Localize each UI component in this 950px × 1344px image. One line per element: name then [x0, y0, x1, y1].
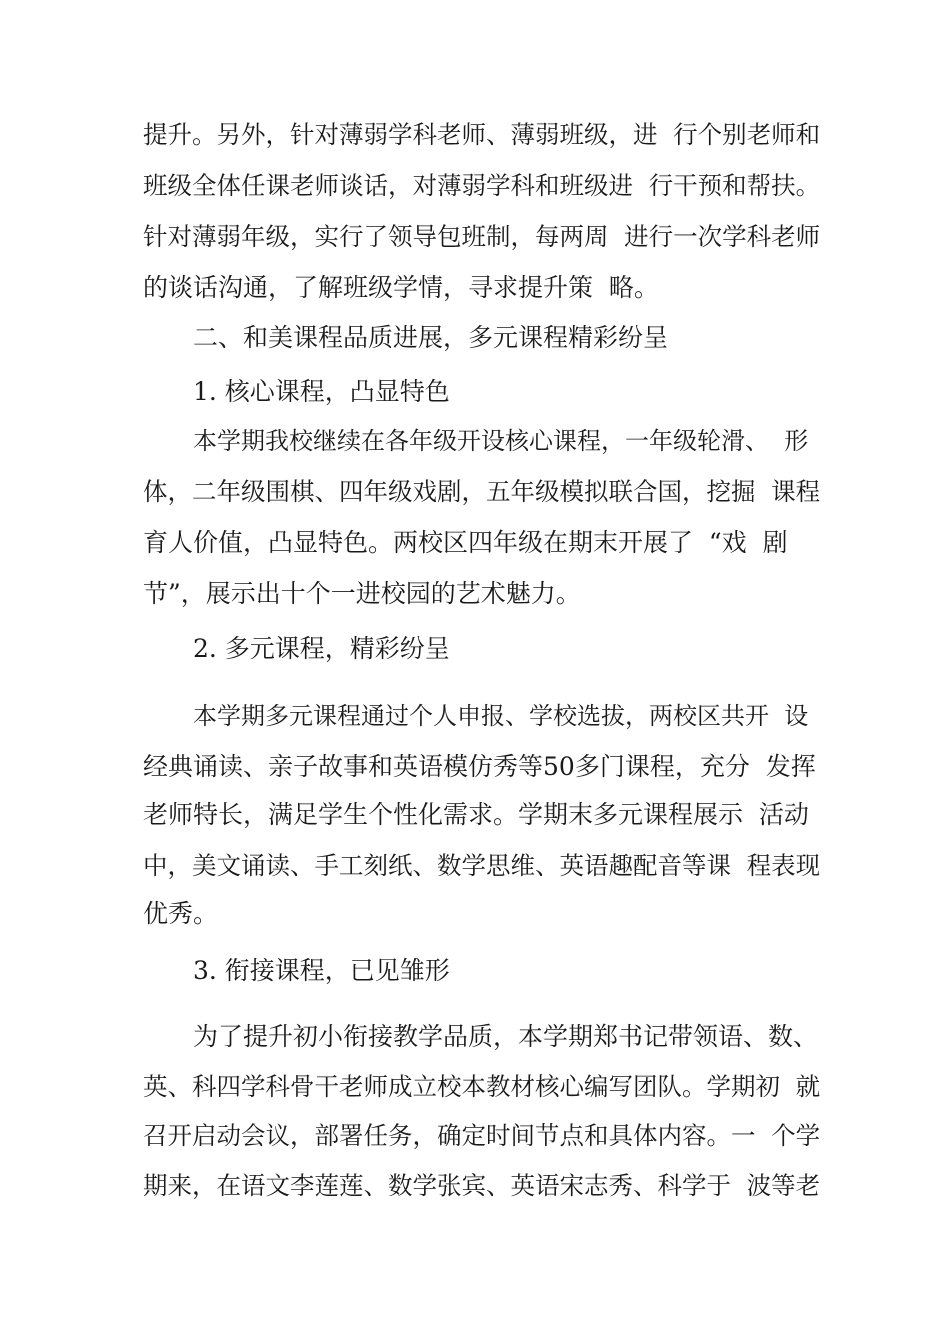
- text-line: 中，美文诵读、手工刻纸、数学思维、英语趣配音等课 程表现: [143, 851, 821, 880]
- text-line: 的谈话沟通，了解班级学情，寻求提升策 略。: [143, 273, 659, 302]
- text-line: 期来，在语文李莲莲、数学张宾、英语宋志秀、科学于 波等老: [143, 1171, 821, 1200]
- text-line: 老师特长，满足学生个性化需求。学期末多元课程展示 活动: [143, 800, 809, 829]
- subheading-line: 1. 核心课程，凸显特色: [193, 377, 450, 406]
- text-line: 育人价值，凸显特色。两校区四年级在期末开展了 “戏 剧: [143, 528, 788, 557]
- text-line: 优秀。: [143, 899, 219, 928]
- subheading-line: 2. 多元课程，精彩纷呈: [193, 634, 450, 663]
- text-line: 本学期多元课程通过个人申报、学校选拔，两校区共开 设: [193, 702, 809, 730]
- text-line: 体，二年级围棋、四年级戏剧，五年级模拟联合国，挖掘 课程: [143, 477, 821, 506]
- text-line: 提升。另外，针对薄弱学科老师、薄弱班级，进 行个别老师和: [143, 120, 821, 149]
- text-line: 节”，展示出十个一进校园的艺术魅力。: [143, 579, 581, 608]
- text-line: 经典诵读、亲子故事和英语模仿秀等50多门课程，充分 发挥: [143, 752, 816, 781]
- text-line: 本学期我校继续在各年级开设核心课程，一年级轮滑、 形: [193, 427, 809, 455]
- subheading-line: 3. 衔接课程，已见雏形: [193, 956, 450, 985]
- text-line: 班级全体任课老师谈话，对薄弱学科和班级进 行干预和帮扶。: [143, 171, 821, 200]
- text-line: 为了提升初小衔接教学品质，本学期郑书记带领语、数、: [193, 1022, 819, 1051]
- text-line: 召开启动会议，部署任务，确定时间节点和具体内容。一 个学: [143, 1121, 821, 1150]
- text-line: 针对薄弱年级，实行了领导包班制，每两周 进行一次学科老师: [143, 222, 821, 251]
- text-line: 英、科四学科骨干老师成立校本教材核心编写团队。学期初 就: [143, 1072, 821, 1101]
- heading-line: 二、和美课程品质进展，多元课程精彩纷呈: [193, 323, 669, 352]
